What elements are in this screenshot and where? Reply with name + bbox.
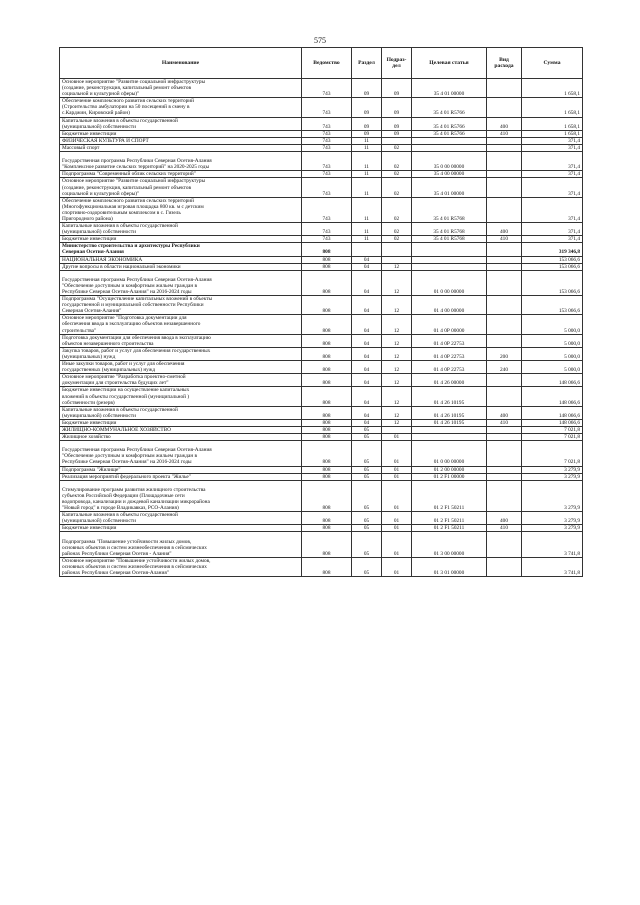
cell-sum: 319 346,8 [522,243,583,256]
cell-name: Массовый спорт [60,144,302,151]
cell-target: 01 4 26 00000 [412,374,487,387]
cell-name: Подпрограмма "Жилище" [60,466,302,473]
cell-sum: 148 066,6 [522,387,583,406]
cell-exp-type: 410 [487,525,522,532]
cell-subsection: 02 [382,236,412,243]
cell-subsection: 01 [382,525,412,532]
cell-subsection: 01 [382,557,412,576]
cell-exp-type [487,434,522,441]
table-row [60,387,583,406]
cell-subsection: 02 [382,197,412,222]
cell-dept: 808 [302,315,352,334]
cell-target: 35 4 01 00000 [412,79,487,98]
cell-subsection: 12 [382,387,412,406]
cell-name: Обеспечение комплексного развития сельских территорий (Строительство амбулатории на 50 посещений в смену в с.Карджин, Кировский район) [60,98,302,117]
cell-dept: 743 [302,144,352,151]
cell-dept: 808 [302,512,352,525]
table-row [60,223,583,236]
cell-exp-type: 200 [487,347,522,360]
cell-dept: 808 [302,387,352,406]
cell-exp-type: 400 [487,512,522,525]
cell-section: 11 [352,197,382,222]
cell-sum: 3 279,9 [522,512,583,525]
cell-name: Подпрограмма "Повышение устойчивости жилых домов, основных объектов и систем жизнеобеспечения в сейсмических районах Республики Северная Осетия - Алания" [60,532,302,557]
cell-dept: 808 [302,406,352,419]
cell-exp-type: 410 [487,419,522,426]
cell-dept: 743 [302,137,352,144]
cell-dept: 808 [302,361,352,374]
cell-exp-type: 410 [487,130,522,137]
cell-section: 09 [352,130,382,137]
budget-table [59,47,583,577]
cell-name: Обеспечение комплексного развития сельских территорий (Многофункциональная игровая площадка 800 кв. м с детским спортивно-оздоровительным комплексом в с. Гизель Пригородного района) [60,197,302,222]
table-row [60,334,583,347]
cell-target: 01 4 0Р 22753 [412,347,487,360]
cell-subsection: 01 [382,441,412,466]
header-subsection: Подраз- дел [382,48,412,79]
cell-name: Основное мероприятие "Подготовка документации для обеспечения ввода в эксплуатацию объектов незавершенного строительства" [60,315,302,334]
cell-subsection: 01 [382,466,412,473]
table-row [60,256,583,263]
table-row [60,525,583,532]
cell-section: 09 [352,98,382,117]
table-row [60,79,583,98]
cell-section: 05 [352,441,382,466]
table-header-row [60,48,583,79]
cell-dept: 743 [302,98,352,117]
table-row [60,178,583,197]
cell-target: 01 0 00 00000 [412,270,487,295]
table-row [60,130,583,137]
cell-sum: 1 658,1 [522,130,583,137]
cell-target: 35 0 00 00000 [412,152,487,171]
cell-exp-type [487,296,522,315]
cell-sum: 1 658,1 [522,79,583,98]
cell-name: Основное мероприятие "Развитие социальной инфраструктуры (создание, реконструкция, капитальный ремонт объектов социальной и культурной сферы)" [60,79,302,98]
table-row [60,426,583,433]
cell-target: 01 4 26 10195 [412,387,487,406]
cell-sum: 153 066,6 [522,270,583,295]
cell-exp-type: 240 [487,361,522,374]
cell-target [412,426,487,433]
cell-target [412,256,487,263]
table-row [60,236,583,243]
table-row [60,441,583,466]
cell-dept: 808 [302,270,352,295]
cell-subsection: 02 [382,144,412,151]
cell-subsection: 09 [382,79,412,98]
cell-exp-type [487,178,522,197]
cell-section: 04 [352,256,382,263]
cell-section [352,243,382,256]
cell-sum: 7 021,8 [522,426,583,433]
cell-exp-type [487,557,522,576]
cell-sum: 1 658,1 [522,98,583,117]
cell-subsection [382,137,412,144]
cell-dept: 743 [302,223,352,236]
cell-name: Другие вопросы в области национальной экономики [60,263,302,270]
cell-exp-type [487,79,522,98]
cell-subsection [382,243,412,256]
table-row [60,117,583,130]
cell-exp-type [487,263,522,270]
table-row [60,480,583,511]
cell-section: 05 [352,473,382,480]
header-name: Наименование [60,48,302,79]
cell-subsection: 02 [382,178,412,197]
cell-dept: 808 [302,374,352,387]
cell-subsection: 12 [382,270,412,295]
cell-exp-type [487,152,522,171]
cell-name: Капитальные вложения в объекты государственной (муниципальной) собственности [60,117,302,130]
cell-section: 05 [352,532,382,557]
table-row [60,473,583,480]
cell-subsection: 12 [382,334,412,347]
cell-subsection: 12 [382,315,412,334]
cell-name: Основное мероприятие "Развитие социальной инфраструктуры (создание, реконструкция, капитальный ремонт объектов социальной и культурной сферы)" [60,178,302,197]
cell-subsection: 02 [382,171,412,178]
cell-sum: 371,4 [522,223,583,236]
header-exp-type: Вид расхода [487,48,522,79]
cell-target [412,137,487,144]
cell-target: 35 4 00 00000 [412,171,487,178]
cell-target: 01 2 F1 50211 [412,525,487,532]
cell-exp-type [487,256,522,263]
cell-exp-type [487,426,522,433]
cell-section: 05 [352,525,382,532]
cell-name: Бюджетные инвестиции [60,419,302,426]
cell-target: 01 4 00 00000 [412,296,487,315]
cell-subsection [382,256,412,263]
cell-section: 05 [352,512,382,525]
cell-section: 11 [352,171,382,178]
cell-dept: 808 [302,466,352,473]
cell-dept: 743 [302,178,352,197]
cell-dept: 808 [302,263,352,270]
cell-section: 04 [352,334,382,347]
cell-subsection: 09 [382,130,412,137]
table-row [60,466,583,473]
table-row [60,419,583,426]
cell-dept: 743 [302,117,352,130]
cell-section: 04 [352,263,382,270]
cell-sum: 371,4 [522,152,583,171]
cell-sum: 148 066,6 [522,406,583,419]
cell-section: 11 [352,137,382,144]
cell-section: 05 [352,426,382,433]
cell-exp-type: 410 [487,236,522,243]
cell-sum: 5 000,0 [522,315,583,334]
cell-subsection: 12 [382,419,412,426]
cell-sum: 3 279,9 [522,480,583,511]
table-row [60,171,583,178]
cell-sum: 148 066,6 [522,374,583,387]
cell-exp-type [487,441,522,466]
cell-exp-type: 400 [487,223,522,236]
cell-target: 35 4 01 R5768 [412,223,487,236]
cell-section: 04 [352,387,382,406]
cell-target [412,144,487,151]
cell-sum: 153 066,6 [522,256,583,263]
cell-target: 01 3 00 00000 [412,532,487,557]
cell-name: ЖИЛИЩНО-КОММУНАЛЬНОЕ ХОЗЯЙСТВО [60,426,302,433]
cell-section: 09 [352,117,382,130]
cell-exp-type [487,98,522,117]
cell-name: Государственная программа Республики Северная Осетия-Алания "Обеспечение доступным и комфортным жильем граждан в Республике Северная Осетия-Алания" на 2016-2024 годы [60,270,302,295]
cell-name: Подготовка документации для обеспечения ввода в эксплуатацию объектов незавершенного строительства [60,334,302,347]
cell-dept: 808 [302,347,352,360]
cell-target: 01 4 26 10195 [412,406,487,419]
cell-target: 01 2 00 00000 [412,466,487,473]
cell-dept: 808 [302,426,352,433]
cell-section: 04 [352,406,382,419]
cell-exp-type [487,243,522,256]
cell-sum: 148 066,6 [522,419,583,426]
cell-target: 01 2 F1 50211 [412,512,487,525]
cell-section: 05 [352,480,382,511]
cell-dept: 743 [302,79,352,98]
cell-exp-type: 400 [487,117,522,130]
cell-name: Капитальные вложения в объекты государственной (муниципальной) собственности [60,223,302,236]
cell-exp-type [487,473,522,480]
cell-subsection: 12 [382,347,412,360]
cell-name: НАЦИОНАЛЬНАЯ ЭКОНОМИКА [60,256,302,263]
cell-section: 04 [352,315,382,334]
cell-target: 35 4 01 R5766 [412,98,487,117]
cell-exp-type: 400 [487,406,522,419]
cell-dept: 808 [302,473,352,480]
header-dept: Ведомство [302,48,352,79]
cell-sum: 5 000,0 [522,347,583,360]
table-row [60,512,583,525]
cell-section: 04 [352,296,382,315]
cell-name: Стимулирование программ развития жилищного строительства субъектов Российской Федерации (Площадочные сети водопровода, канализации и дождевой канализации микрорайона "Новый город" в городе Владикавказ, РСО-Алания) [60,480,302,511]
cell-section: 09 [352,79,382,98]
cell-section: 11 [352,144,382,151]
cell-target [412,434,487,441]
cell-subsection: 12 [382,296,412,315]
cell-subsection: 02 [382,152,412,171]
cell-exp-type [487,315,522,334]
cell-section: 05 [352,557,382,576]
table-row [60,296,583,315]
cell-sum: 371,4 [522,144,583,151]
cell-dept: 808 [302,480,352,511]
table-row [60,243,583,256]
cell-sum: 5 000,0 [522,334,583,347]
cell-dept: 808 [302,419,352,426]
cell-sum: 7 021,8 [522,434,583,441]
cell-section: 11 [352,223,382,236]
table-row [60,152,583,171]
cell-sum: 3 741,8 [522,532,583,557]
cell-subsection: 09 [382,117,412,130]
cell-subsection: 12 [382,406,412,419]
cell-target: 01 4 26 10195 [412,419,487,426]
cell-exp-type [487,480,522,511]
cell-sum: 371,4 [522,178,583,197]
cell-subsection: 09 [382,98,412,117]
cell-name: Бюджетные инвестиции [60,525,302,532]
cell-target: 35 4 01 R5768 [412,236,487,243]
cell-sum: 3 279,9 [522,466,583,473]
cell-sum: 5 000,0 [522,361,583,374]
cell-name: Бюджетные инвестиции на осуществление капитальных вложений в объекты государственной (муниципальной ) собственности (резерв) [60,387,302,406]
cell-sum: 1 658,1 [522,117,583,130]
cell-dept: 743 [302,171,352,178]
table-body [60,79,583,577]
cell-dept: 808 [302,525,352,532]
cell-exp-type [487,197,522,222]
table-row [60,197,583,222]
table-row [60,532,583,557]
cell-section: 11 [352,236,382,243]
cell-section: 05 [352,434,382,441]
cell-sum: 371,4 [522,197,583,222]
cell-target: 35 4 01 R5766 [412,130,487,137]
cell-dept: 808 [302,532,352,557]
cell-subsection: 01 [382,473,412,480]
table-row [60,361,583,374]
cell-target: 01 0 00 00000 [412,441,487,466]
cell-exp-type [487,171,522,178]
cell-sum: 3 279,9 [522,473,583,480]
table-row [60,144,583,151]
table-row [60,315,583,334]
cell-target: 01 4 0Р 22753 [412,334,487,347]
cell-name: Иные закупки товаров, работ и услуг для обеспечения государственных (муниципальных) нужд [60,361,302,374]
cell-section: 11 [352,152,382,171]
cell-exp-type [487,137,522,144]
cell-sum: 371,4 [522,236,583,243]
table-row [60,374,583,387]
cell-target: 35 4 01 R5768 [412,197,487,222]
cell-subsection: 12 [382,361,412,374]
cell-section: 11 [352,178,382,197]
header-target: Целевая статья [412,48,487,79]
cell-sum: 371,4 [522,171,583,178]
cell-name: Реализация мероприятий федерального проекта "Жилье" [60,473,302,480]
table-row [60,137,583,144]
cell-name: Основное мероприятие "Разработка проектно-сметной документации для строительства будущих лет" [60,374,302,387]
cell-section: 04 [352,361,382,374]
cell-name: Закупка товаров, работ и услуг для обеспечения государственных (муниципальных) нужд [60,347,302,360]
cell-exp-type [487,466,522,473]
cell-exp-type [487,334,522,347]
table-row [60,347,583,360]
cell-dept: 808 [302,557,352,576]
cell-dept: 743 [302,130,352,137]
cell-exp-type [487,532,522,557]
cell-target: 01 4 0Р 00000 [412,315,487,334]
cell-dept: 743 [302,197,352,222]
cell-name: Жилищное хозяйство [60,434,302,441]
cell-section: 04 [352,270,382,295]
cell-target: 35 4 01 00000 [412,178,487,197]
cell-sum: 153 066,6 [522,263,583,270]
cell-name: Бюджетные инвестиции [60,236,302,243]
cell-dept: 808 [302,296,352,315]
cell-name: ФИЗИЧЕСКАЯ КУЛЬТУРА И СПОРТ [60,137,302,144]
header-sum: Сумма [522,48,583,79]
cell-section: 05 [352,466,382,473]
cell-sum: 153 066,6 [522,296,583,315]
cell-name: Подпрограмма "Современный облик сельских территорий" [60,171,302,178]
cell-subsection: 01 [382,532,412,557]
cell-subsection: 12 [382,374,412,387]
table-row [60,434,583,441]
cell-target: 01 2 F1 00000 [412,473,487,480]
cell-subsection: 01 [382,434,412,441]
cell-sum: 7 021,8 [522,441,583,466]
table-row [60,557,583,576]
cell-sum: 3 279,9 [522,525,583,532]
cell-section: 04 [352,347,382,360]
cell-exp-type [487,374,522,387]
cell-section: 04 [352,419,382,426]
cell-name: Бюджетные инвестиции [60,130,302,137]
cell-subsection: 01 [382,512,412,525]
table-row [60,270,583,295]
table-row [60,406,583,419]
cell-dept: 808 [302,441,352,466]
cell-name: Государственная программа Республики Северная Осетия-Алания "Комплексное развитие сельских территорий" на 2020-2025 годы [60,152,302,171]
cell-name: Государственная программа Республики Северная Осетия-Алания "Обеспечение доступным и комфортным жильем граждан в Республике Северная Осетия-Алания" на 2016-2024 годы [60,441,302,466]
cell-target [412,263,487,270]
cell-exp-type [487,270,522,295]
cell-name: Основное мероприятие "Повышение устойчивости жилых домов, основных объектов и систем жизнеобеспечения в сейсмических районах Республики Северная Осетия-Алания" [60,557,302,576]
cell-dept: 808 [302,434,352,441]
cell-target: 01 3 01 00000 [412,557,487,576]
cell-subsection [382,426,412,433]
table-row [60,98,583,117]
header-section: Раздел [352,48,382,79]
cell-subsection: 01 [382,480,412,511]
cell-sum: 3 741,8 [522,557,583,576]
cell-name: Министерство строительства и архитектуры Республики Северная Осетия-Алания [60,243,302,256]
cell-subsection: 12 [382,263,412,270]
cell-target: 01 2 F1 50211 [412,480,487,511]
cell-section: 04 [352,374,382,387]
cell-target: 35 4 01 R5766 [412,117,487,130]
cell-name: Капитальные вложения в объекты государственной (муниципальной) собственности [60,512,302,525]
cell-name: Капитальные вложения в объекты государственной (муниципальной) собственности [60,406,302,419]
cell-name: Подпрограмма "Осуществление капитальных вложений в объекты государственной и муниципальной собственности Республики Северная Осетия-Алания" [60,296,302,315]
page-number: 575 [314,36,326,45]
table-row [60,263,583,270]
cell-dept: 743 [302,152,352,171]
cell-subsection: 02 [382,223,412,236]
cell-dept: 808 [302,243,352,256]
cell-exp-type [487,387,522,406]
cell-target: 01 4 0Р 22753 [412,361,487,374]
cell-target [412,243,487,256]
cell-dept: 743 [302,236,352,243]
cell-sum: 371,4 [522,137,583,144]
cell-dept: 808 [302,334,352,347]
cell-dept: 808 [302,256,352,263]
cell-exp-type [487,144,522,151]
